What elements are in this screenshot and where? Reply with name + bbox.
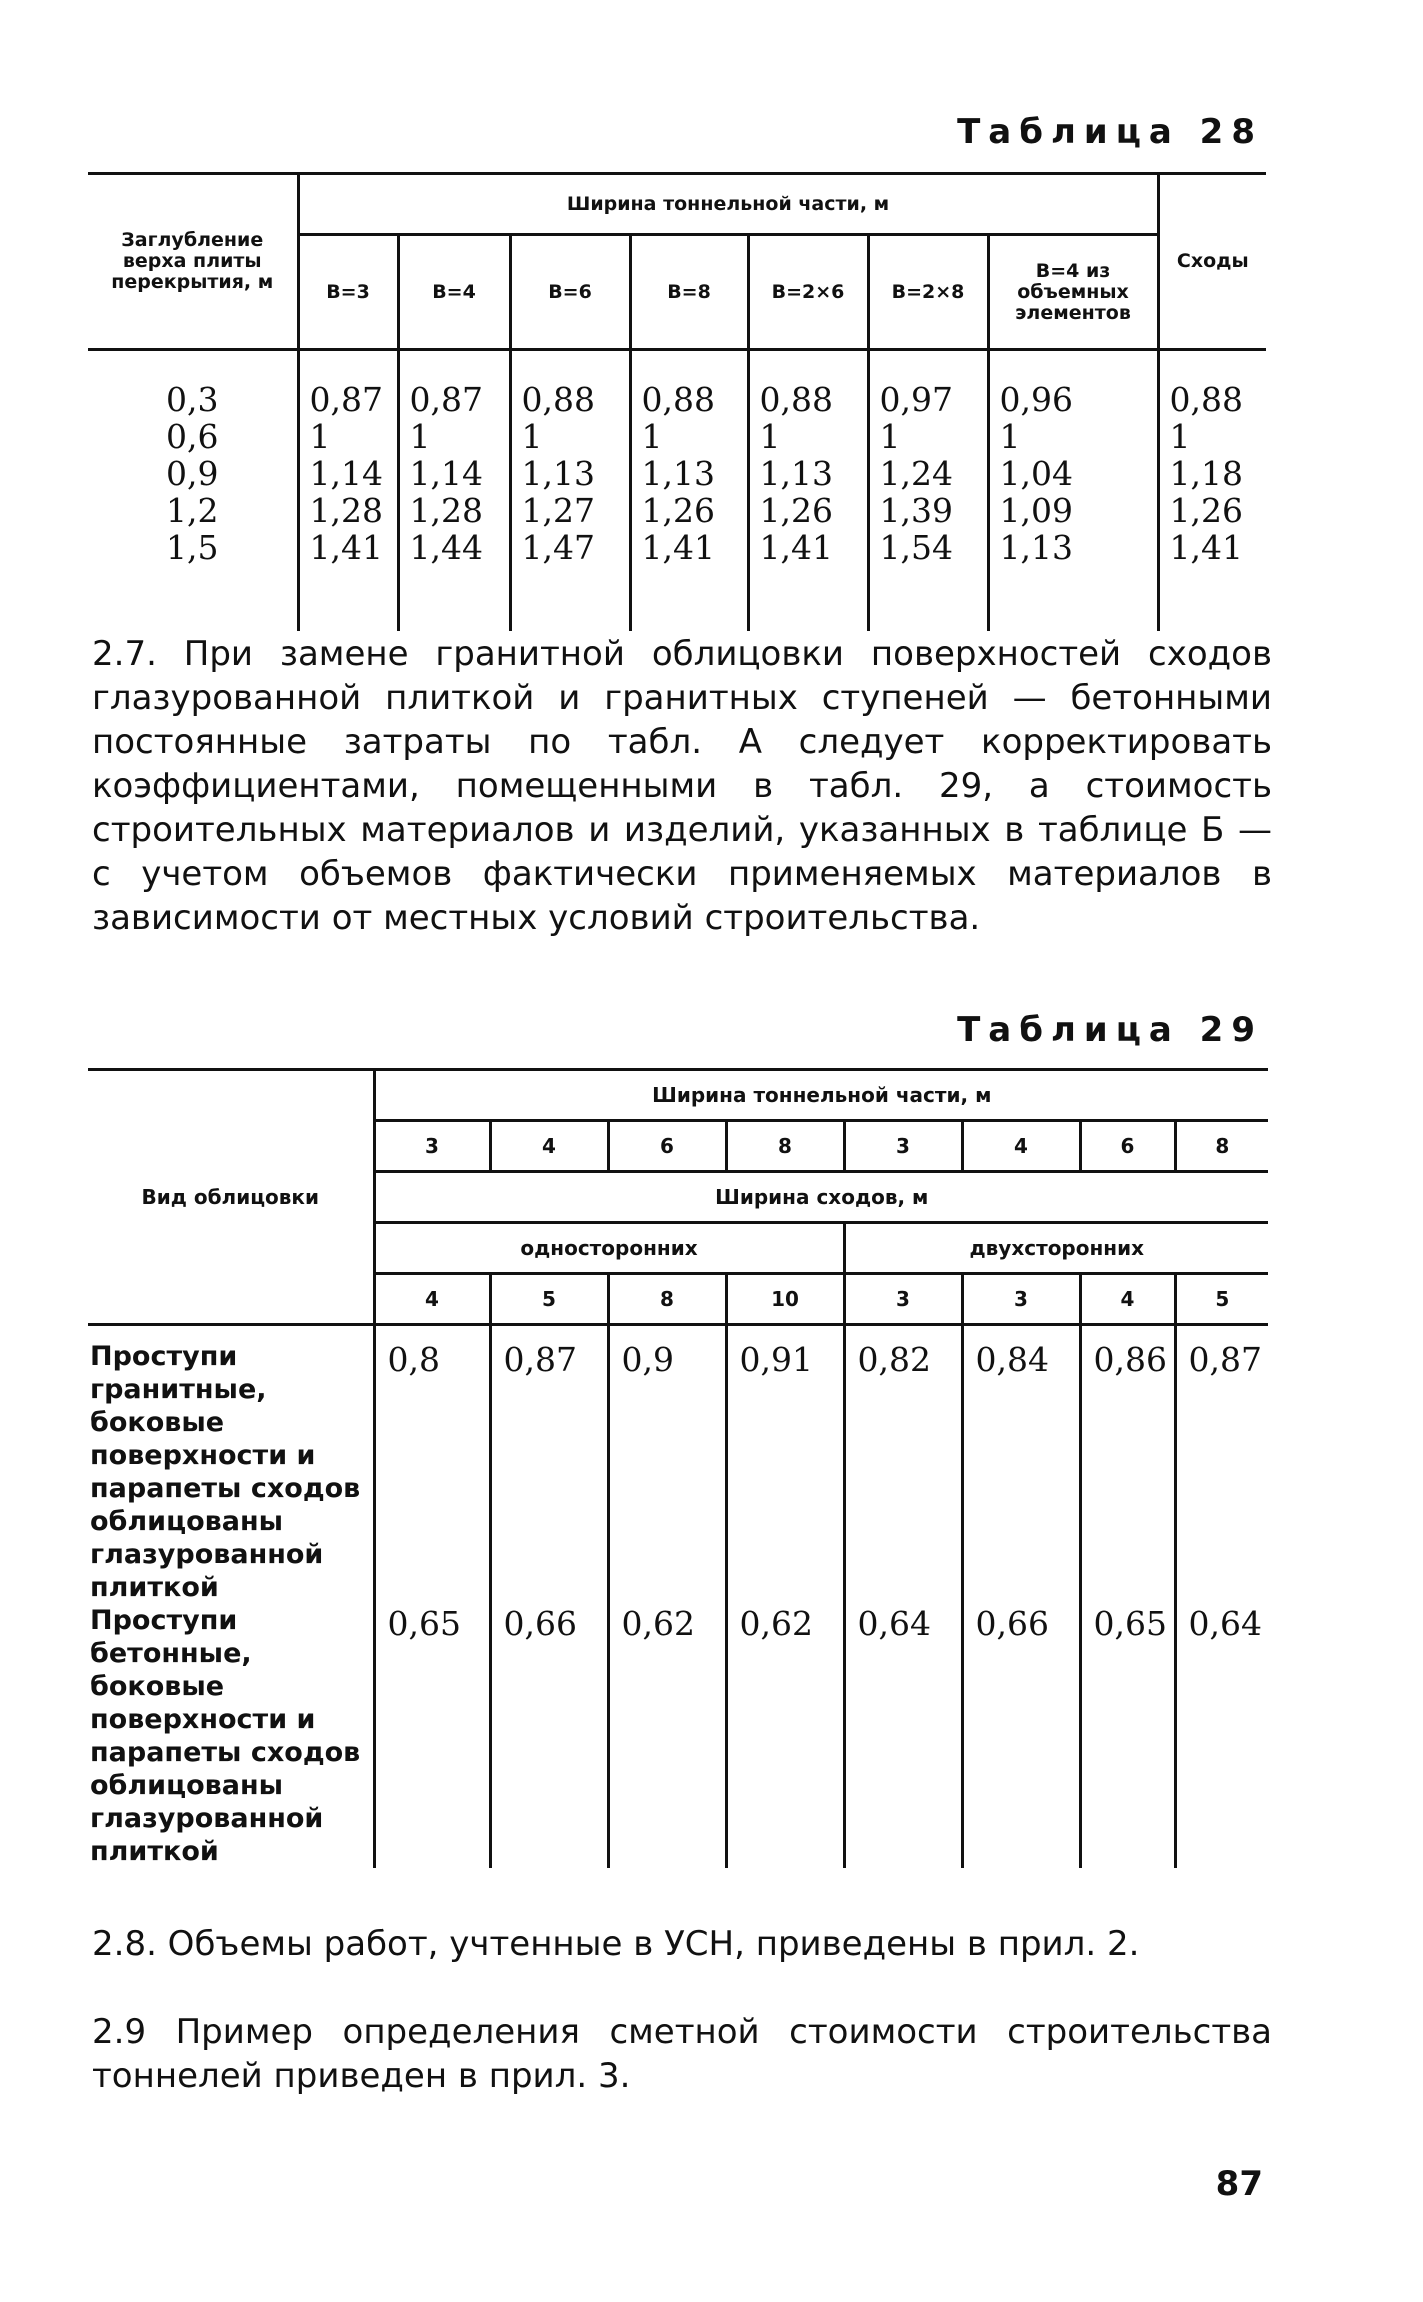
t29-header-stairs-width: Ширина сходов, м bbox=[374, 1172, 1268, 1223]
t29-stairs-width: 3 bbox=[962, 1274, 1080, 1325]
t29-row-label: Проступи гранитные, боковые поверхности и парапеты сходов облицованы глазурованной плиткой bbox=[90, 1341, 361, 1603]
t28-data-column: 0,87 1 1,14 1,28 1,44 bbox=[398, 350, 510, 632]
t29-header-one-sided: односторонних bbox=[374, 1223, 844, 1274]
table-29-caption: Таблица 29 bbox=[957, 1010, 1263, 1050]
t29-cell: 0,62 bbox=[726, 1604, 844, 1868]
table-28 bbox=[88, 172, 1266, 631]
t29-tunnel-width: 8 bbox=[726, 1121, 844, 1172]
t29-cell: 0,65 bbox=[374, 1604, 490, 1868]
paragraph-2-8: 2.8. Объемы работ, учтенные в УСН, приведены в прил. 2. bbox=[92, 1924, 1140, 1964]
t28-data-column: 0,88 1 1,13 1,26 1,41 bbox=[748, 350, 868, 632]
paragraph-2-9: 2.9 Пример определения сметной стоимости строительства тоннелей приведен в прил. 3. bbox=[92, 2012, 1272, 2096]
t29-stairs-width: 4 bbox=[1080, 1274, 1175, 1325]
t29-tunnel-width: 4 bbox=[962, 1121, 1080, 1172]
t28-data-column: 0,88 1 1,13 1,27 1,47 bbox=[510, 350, 630, 632]
table-28-caption: Таблица 28 bbox=[957, 112, 1263, 152]
t29-stairs-width: 4 bbox=[374, 1274, 490, 1325]
t28-subheader: B=8 bbox=[630, 235, 748, 350]
t29-cell: 0,64 bbox=[844, 1604, 962, 1868]
t29-tunnel-width: 4 bbox=[490, 1121, 608, 1172]
table-row bbox=[88, 1604, 1268, 1868]
t29-cell: 0,87 bbox=[490, 1325, 608, 1605]
t29-stairs-width: 5 bbox=[1175, 1274, 1268, 1325]
t29-cell: 0,66 bbox=[962, 1604, 1080, 1868]
t29-cell: 0,82 bbox=[844, 1325, 962, 1605]
t29-cell: 0,65 bbox=[1080, 1604, 1175, 1868]
t29-stairs-width: 10 bbox=[726, 1274, 844, 1325]
t29-tunnel-width: 3 bbox=[844, 1121, 962, 1172]
t29-cell: 0,87 bbox=[1175, 1325, 1268, 1605]
t29-cell: 0,86 bbox=[1080, 1325, 1175, 1605]
t29-row-label: Проступи бетонные, боковые поверхности и парапеты сходов облицованы глазурованной плиткой bbox=[90, 1605, 361, 1867]
t28-subheader: B=3 bbox=[298, 235, 398, 350]
t29-cell: 0,64 bbox=[1175, 1604, 1268, 1868]
t29-cell: 0,91 bbox=[726, 1325, 844, 1605]
t29-cell: 0,8 bbox=[374, 1325, 490, 1605]
t29-tunnel-width: 8 bbox=[1175, 1121, 1268, 1172]
t29-tunnel-width: 3 bbox=[374, 1121, 490, 1172]
t29-tunnel-width: 6 bbox=[1080, 1121, 1175, 1172]
t29-header-finish-type: Вид облицовки bbox=[88, 1070, 374, 1325]
t28-data-column: 0,97 1 1,24 1,39 1,54 bbox=[868, 350, 988, 632]
t29-header-tunnel-width: Ширина тоннельной части, м bbox=[374, 1070, 1268, 1121]
t28-header-width-group: Ширина тоннельной части, м bbox=[298, 174, 1158, 235]
t29-cell: 0,84 bbox=[962, 1325, 1080, 1605]
t28-subheader: B=2×8 bbox=[868, 235, 988, 350]
t29-cell: 0,66 bbox=[490, 1604, 608, 1868]
t29-tunnel-width: 6 bbox=[608, 1121, 726, 1172]
t28-subheader: B=2×6 bbox=[748, 235, 868, 350]
t28-header-stairs: Сходы bbox=[1158, 174, 1266, 350]
t29-header-two-sided: двухсторонних bbox=[844, 1223, 1268, 1274]
t28-stairs-column: 0,88 1 1,18 1,26 1,41 bbox=[1158, 350, 1266, 632]
t28-data-column: 0,87 1 1,14 1,28 1,41 bbox=[298, 350, 398, 632]
t29-cell: 0,9 bbox=[608, 1325, 726, 1605]
t28-data-column: 0,88 1 1,13 1,26 1,41 bbox=[630, 350, 748, 632]
t28-data-column: 0,96 1 1,04 1,09 1,13 bbox=[988, 350, 1158, 632]
t28-subheader: B=4 bbox=[398, 235, 510, 350]
t29-stairs-width: 3 bbox=[844, 1274, 962, 1325]
t28-depth-column: 0,3 0,6 0,9 1,2 1,5 bbox=[166, 380, 219, 567]
page-number: 87 bbox=[1215, 2164, 1263, 2204]
paragraph-2-7: 2.7. При замене гранитной облицовки поверхностей сходов глазурованной плиткой и гранитных ступеней — бетонными постоянные затраты по табл. А следует корректировать коэффициентами, помещенными в табл. 29, а стоимость строительных материалов и изделий, указанных в таблице Б — с учетом объемов фактически применяемых материалов в зависимости от местных условий строительства. bbox=[92, 634, 1272, 938]
t28-subheader: B=4 из объемных элементов bbox=[988, 235, 1158, 350]
t28-subheader: B=6 bbox=[510, 235, 630, 350]
t28-header-depth: Заглубление верха плиты перекрытия, м bbox=[88, 174, 298, 350]
table-row bbox=[88, 1325, 1268, 1605]
table-29 bbox=[88, 1068, 1268, 1868]
t29-stairs-width: 8 bbox=[608, 1274, 726, 1325]
t29-stairs-width: 5 bbox=[490, 1274, 608, 1325]
t29-cell: 0,62 bbox=[608, 1604, 726, 1868]
